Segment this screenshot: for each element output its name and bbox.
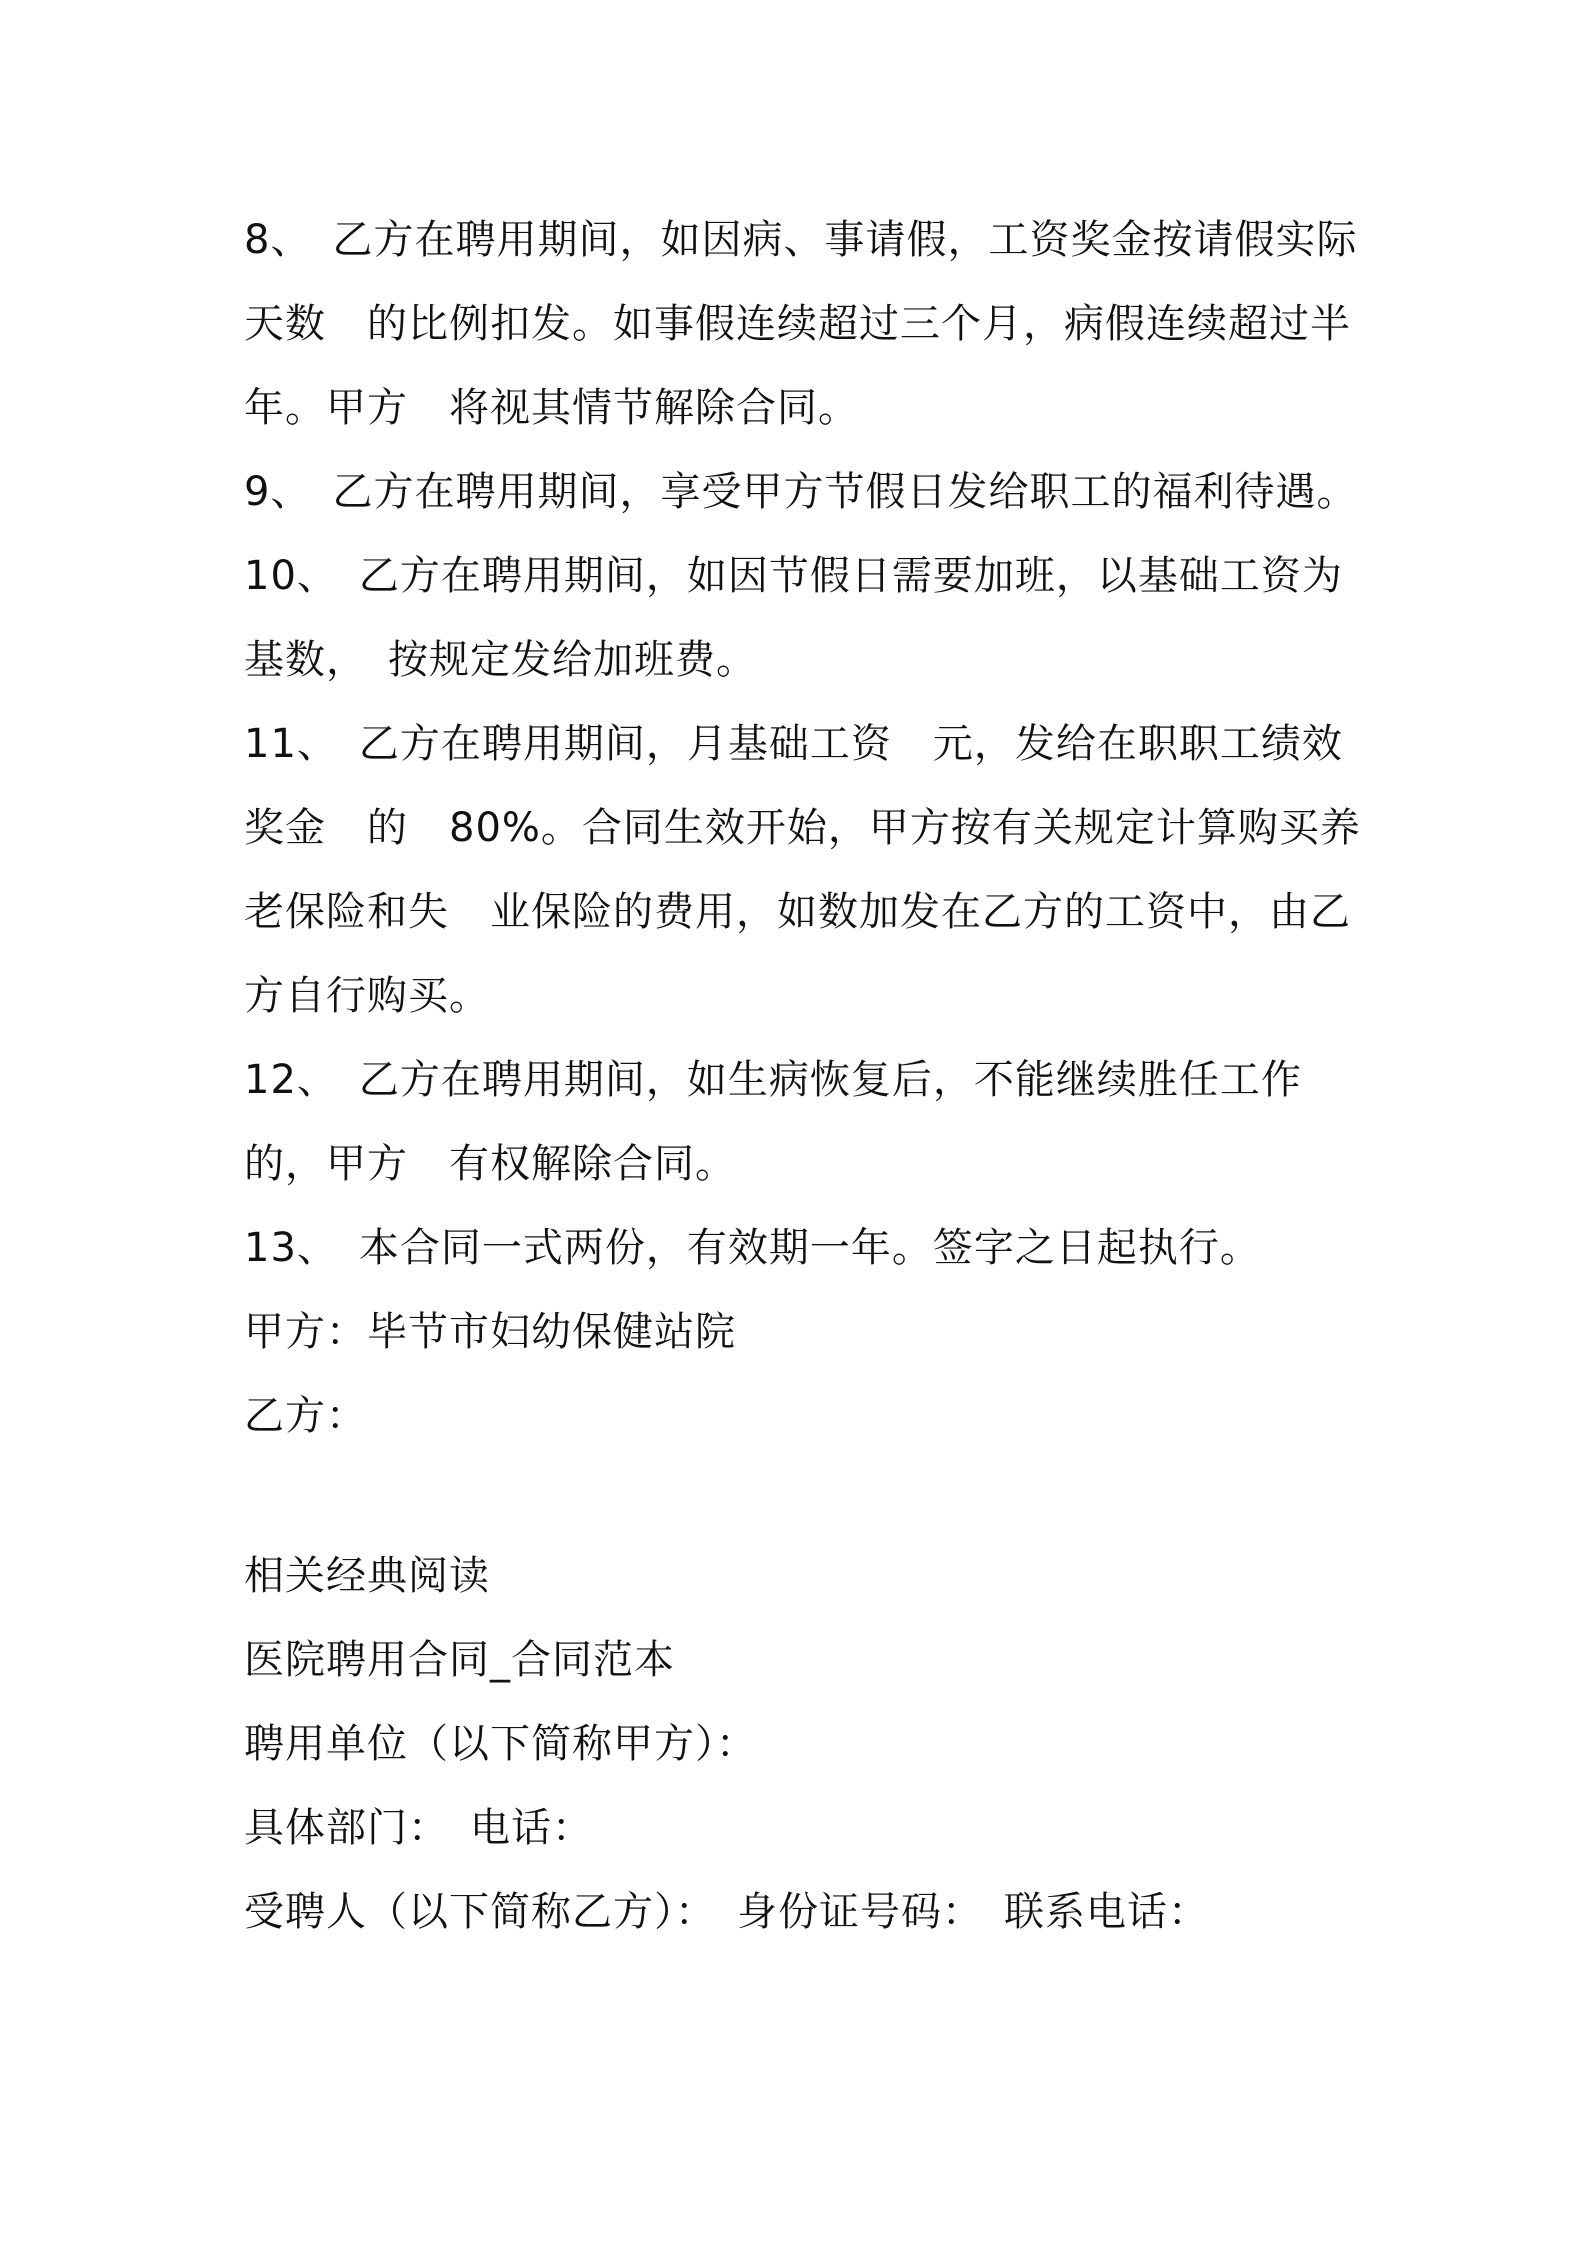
- clause-9: 9、 乙方在聘用期间，享受甲方节假日发给职工的福利待遇。: [244, 469, 1358, 515]
- clause-13: 13、 本合同一式两份，有效期一年。签字之日起执行。: [244, 1225, 1261, 1271]
- department-line: 具体部门： 电话：: [244, 1805, 593, 1851]
- clause-12: 12、 乙方在聘用期间，如生病恢复后，不能继续胜任工作的，甲方 有权解除合同。: [244, 1057, 1302, 1187]
- section-gap: [244, 1458, 1364, 1534]
- clause-10: 10、 乙方在聘用期间，如因节假日需要加班，以基础工资为基数， 按规定发给加班费。: [244, 553, 1343, 683]
- party-a-line: 甲方：毕节市妇幼保健站院: [244, 1309, 736, 1355]
- employee-line: 受聘人（以下简称乙方）： 身份证号码： 联系电话：: [244, 1889, 1209, 1935]
- related-title: 医院聘用合同_合同范本: [244, 1637, 675, 1683]
- document-page: [244, 198, 1364, 1954]
- clause-8: 8、 乙方在聘用期间，如因病、事请假，工资奖金按请假实际天数 的比例扣发。如事假连续超过三个月，病假连续超过半年。甲方 将视其情节解除合同。: [244, 217, 1358, 431]
- employer-line: 聘用单位（以下简称甲方）：: [244, 1721, 757, 1767]
- related-heading: 相关经典阅读: [244, 1553, 490, 1599]
- party-b-line: 乙方：: [244, 1393, 367, 1439]
- clause-11: 11、 乙方在聘用期间，月基础工资 元，发给在职职工绩效奖金 的 80%。合同生效开始，甲方按有关规定计算购买养老保险和失 业保险的费用，如数加发在乙方的工资中，由乙方自行购买。: [244, 721, 1361, 1019]
